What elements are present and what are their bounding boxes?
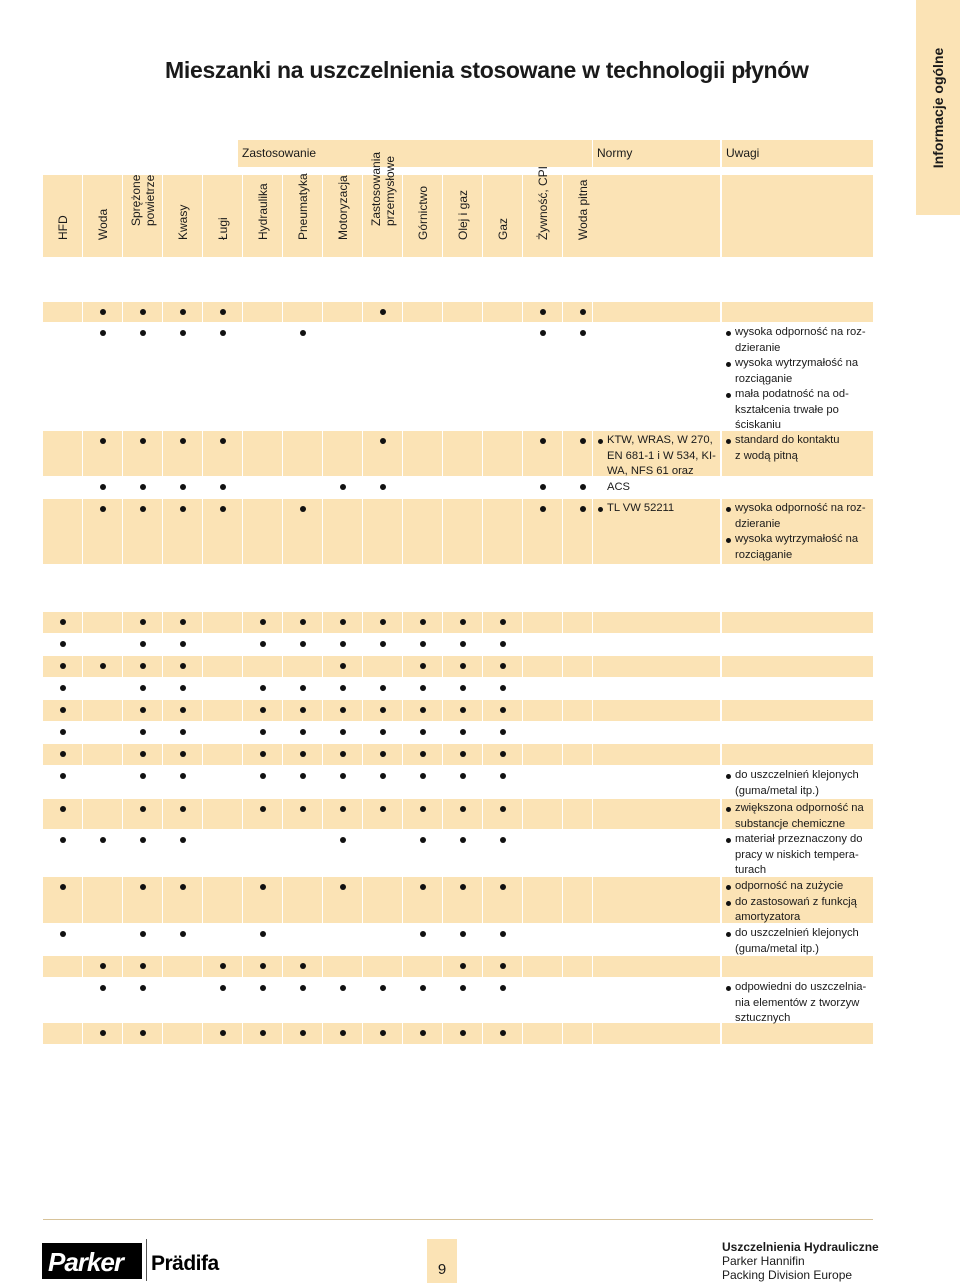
column-header bbox=[403, 175, 442, 257]
applicability-dot bbox=[540, 484, 546, 490]
applicability-dot bbox=[300, 751, 306, 757]
applicability-dot bbox=[100, 963, 106, 969]
column-header-blank bbox=[722, 175, 873, 257]
applicability-dot bbox=[180, 330, 186, 336]
applicability-dot bbox=[260, 1030, 266, 1036]
applicability-dot bbox=[540, 438, 546, 444]
applicability-dot bbox=[340, 1030, 346, 1036]
applicability-dot bbox=[500, 837, 506, 843]
remarks-cell bbox=[725, 501, 873, 563]
column-separator bbox=[82, 295, 83, 1055]
applicability-dot bbox=[500, 773, 506, 779]
applicability-dot bbox=[580, 438, 586, 444]
applicability-dot bbox=[420, 707, 426, 713]
applicability-dot bbox=[220, 506, 226, 512]
norm-cell bbox=[597, 501, 719, 517]
applicability-dot bbox=[300, 685, 306, 691]
applicability-dot bbox=[140, 330, 146, 336]
page-title: Mieszanki na uszczelnienia stosowane w technologii płynów bbox=[165, 57, 809, 83]
row-band bbox=[43, 302, 873, 322]
column-header-label: HFD bbox=[55, 215, 70, 240]
applicability-dot bbox=[380, 806, 386, 812]
applicability-dot bbox=[180, 884, 186, 890]
column-separator bbox=[402, 295, 403, 1055]
applicability-dot bbox=[180, 663, 186, 669]
applicability-dot bbox=[220, 438, 226, 444]
applicability-dot bbox=[500, 931, 506, 937]
applicability-dot bbox=[100, 330, 106, 336]
remarks-cell bbox=[725, 926, 873, 957]
column-header-label: Ługi bbox=[215, 217, 230, 240]
applicability-dot bbox=[500, 985, 506, 991]
header-zastosowanie-label: Zastosowanie bbox=[242, 146, 317, 160]
applicability-dot bbox=[340, 641, 346, 647]
applicability-dot bbox=[580, 330, 586, 336]
remark-item: zwiększona odporność na substancje chemiczne bbox=[725, 801, 873, 832]
remark-item: wysoka wytrzymałość na rozciąganie bbox=[725, 356, 873, 387]
applicability-dot bbox=[260, 985, 266, 991]
applicability-dot bbox=[140, 707, 146, 713]
applicability-dot bbox=[380, 641, 386, 647]
applicability-dot bbox=[220, 985, 226, 991]
applicability-dot bbox=[580, 309, 586, 315]
applicability-dot bbox=[460, 806, 466, 812]
applicability-dot bbox=[180, 685, 186, 691]
column-header-label: Woda pitna bbox=[575, 179, 590, 240]
applicability-dot bbox=[500, 963, 506, 969]
applicability-dot bbox=[140, 837, 146, 843]
remark-item: do uszczelnień klejonych (guma/metal itp.) bbox=[725, 926, 873, 957]
applicability-dot bbox=[260, 931, 266, 937]
footer-line-3: Packing Division Europe bbox=[722, 1268, 853, 1282]
applicability-dot bbox=[180, 309, 186, 315]
header-normy bbox=[593, 140, 720, 167]
norm-text: KTW, WRAS, W 270, EN 681-1 i W 534, KI- WA, NFS 61 oraz ACS bbox=[597, 433, 719, 495]
header-zastosowanie bbox=[238, 140, 592, 167]
applicability-dot bbox=[260, 884, 266, 890]
applicability-dot bbox=[460, 729, 466, 735]
applicability-dot bbox=[380, 438, 386, 444]
applicability-dot bbox=[100, 663, 106, 669]
applicability-dot bbox=[180, 438, 186, 444]
column-separator bbox=[282, 295, 283, 1055]
remarks-cell bbox=[725, 433, 873, 464]
applicability-dot bbox=[60, 773, 66, 779]
column-separator bbox=[322, 295, 323, 1055]
norm-text: TL VW 52211 bbox=[597, 501, 719, 517]
applicability-dot bbox=[420, 931, 426, 937]
applicability-dot bbox=[100, 484, 106, 490]
logo-divider bbox=[146, 1239, 147, 1281]
side-tab-label: Informacje ogólne bbox=[930, 47, 946, 168]
applicability-dot bbox=[460, 641, 466, 647]
applicability-dot bbox=[540, 330, 546, 336]
applicability-dot bbox=[380, 751, 386, 757]
applicability-dot bbox=[140, 641, 146, 647]
applicability-dot bbox=[460, 1030, 466, 1036]
applicability-dot bbox=[60, 884, 66, 890]
applicability-dot bbox=[180, 641, 186, 647]
applicability-dot bbox=[260, 685, 266, 691]
column-header bbox=[283, 175, 322, 257]
column-header bbox=[43, 175, 82, 257]
applicability-dot bbox=[260, 751, 266, 757]
applicability-dot bbox=[100, 309, 106, 315]
footer-info bbox=[722, 1240, 879, 1282]
applicability-dot bbox=[220, 963, 226, 969]
column-separator bbox=[522, 295, 523, 1055]
applicability-dot bbox=[260, 773, 266, 779]
column-header-label: Pneumatyka bbox=[295, 173, 310, 240]
applicability-dot bbox=[300, 641, 306, 647]
applicability-dot bbox=[580, 484, 586, 490]
applicability-dot bbox=[180, 707, 186, 713]
applicability-dot bbox=[260, 729, 266, 735]
applicability-dot bbox=[420, 884, 426, 890]
applicability-dot bbox=[220, 1030, 226, 1036]
applicability-dot bbox=[100, 985, 106, 991]
column-header bbox=[243, 175, 282, 257]
applicability-dot bbox=[180, 837, 186, 843]
column-header bbox=[123, 175, 162, 257]
remark-item: materiał przeznaczony do pracy w niskich tempera- turach bbox=[725, 832, 873, 879]
applicability-dot bbox=[460, 985, 466, 991]
row-band bbox=[43, 744, 873, 765]
page-number-box bbox=[427, 1239, 457, 1283]
remark-item: do uszczelnień klejonych (guma/metal itp.) bbox=[725, 768, 873, 799]
applicability-dot bbox=[460, 931, 466, 937]
remark-item: odporność na zużycie bbox=[725, 879, 873, 895]
applicability-dot bbox=[420, 751, 426, 757]
applicability-dot bbox=[340, 619, 346, 625]
applicability-dot bbox=[340, 985, 346, 991]
applicability-dot bbox=[60, 729, 66, 735]
column-header-label: Olej i gaz bbox=[455, 189, 470, 240]
applicability-dot bbox=[500, 619, 506, 625]
applicability-dot bbox=[100, 438, 106, 444]
applicability-dot bbox=[300, 773, 306, 779]
applicability-dot bbox=[460, 619, 466, 625]
applicability-dot bbox=[500, 884, 506, 890]
footer-line-1: Uszczelnienia Hydrauliczne bbox=[722, 1240, 879, 1254]
footer-rule bbox=[43, 1219, 873, 1220]
applicability-dot bbox=[260, 619, 266, 625]
applicability-dot bbox=[420, 663, 426, 669]
applicability-dot bbox=[260, 963, 266, 969]
applicability-dot bbox=[260, 641, 266, 647]
applicability-dot bbox=[420, 837, 426, 843]
applicability-dot bbox=[180, 506, 186, 512]
applicability-dot bbox=[380, 685, 386, 691]
applicability-dot bbox=[500, 685, 506, 691]
applicability-dot bbox=[180, 773, 186, 779]
applicability-dot bbox=[380, 707, 386, 713]
applicability-dot bbox=[380, 729, 386, 735]
applicability-dot bbox=[140, 506, 146, 512]
applicability-dot bbox=[500, 707, 506, 713]
applicability-dot bbox=[100, 1030, 106, 1036]
applicability-dot bbox=[380, 1030, 386, 1036]
applicability-dot bbox=[140, 751, 146, 757]
row-band bbox=[43, 700, 873, 721]
applicability-dot bbox=[300, 963, 306, 969]
applicability-dot bbox=[140, 685, 146, 691]
row-band bbox=[43, 656, 873, 677]
applicability-dot bbox=[340, 884, 346, 890]
applicability-dot bbox=[460, 685, 466, 691]
applicability-dot bbox=[140, 773, 146, 779]
applicability-dot bbox=[140, 663, 146, 669]
applicability-dot bbox=[540, 309, 546, 315]
applicability-dot bbox=[300, 330, 306, 336]
applicability-dot bbox=[340, 751, 346, 757]
column-separator bbox=[242, 295, 243, 1055]
applicability-dot bbox=[100, 506, 106, 512]
applicability-dot bbox=[140, 438, 146, 444]
applicability-dot bbox=[460, 963, 466, 969]
applicability-dot bbox=[220, 330, 226, 336]
remark-item: standard do kontaktu z wodą pitną bbox=[725, 433, 873, 464]
applicability-dot bbox=[420, 685, 426, 691]
remark-item: do zastosowań z funkcją amortyzatora bbox=[725, 895, 873, 926]
applicability-dot bbox=[460, 884, 466, 890]
applicability-dot bbox=[420, 985, 426, 991]
applicability-dot bbox=[380, 484, 386, 490]
applicability-dot bbox=[180, 729, 186, 735]
column-header-label: Górnictwo bbox=[415, 185, 430, 240]
applicability-dot bbox=[180, 751, 186, 757]
footer-line-2: Parker Hannifin bbox=[722, 1254, 805, 1268]
applicability-dot bbox=[460, 707, 466, 713]
column-separator bbox=[562, 295, 563, 1055]
applicability-dot bbox=[140, 806, 146, 812]
applicability-dot bbox=[140, 884, 146, 890]
applicability-dot bbox=[60, 806, 66, 812]
applicability-dot bbox=[260, 806, 266, 812]
applicability-dot bbox=[500, 751, 506, 757]
column-separator bbox=[592, 295, 593, 1055]
applicability-dot bbox=[60, 685, 66, 691]
applicability-dot bbox=[140, 963, 146, 969]
column-separator bbox=[202, 295, 203, 1055]
applicability-dot bbox=[60, 837, 66, 843]
applicability-dot bbox=[500, 806, 506, 812]
applicability-dot bbox=[340, 484, 346, 490]
applicability-dot bbox=[340, 685, 346, 691]
applicability-dot bbox=[420, 729, 426, 735]
applicability-dot bbox=[500, 1030, 506, 1036]
header-uwagi bbox=[722, 140, 873, 167]
pradifa-logo: Prädifa bbox=[151, 1252, 219, 1275]
applicability-dot bbox=[460, 663, 466, 669]
column-header bbox=[363, 151, 402, 257]
remarks-cell bbox=[725, 325, 873, 434]
remark-item: wysoka wytrzymałość na rozciąganie bbox=[725, 532, 873, 563]
column-separator bbox=[720, 295, 722, 1055]
applicability-dot bbox=[140, 931, 146, 937]
applicability-dot bbox=[140, 985, 146, 991]
remarks-cell bbox=[725, 980, 873, 1027]
applicability-dot bbox=[460, 773, 466, 779]
applicability-dot bbox=[140, 729, 146, 735]
column-header bbox=[83, 175, 122, 257]
applicability-dot bbox=[60, 641, 66, 647]
column-separator bbox=[482, 295, 483, 1055]
header-uwagi-label: Uwagi bbox=[726, 146, 760, 160]
column-header-blank bbox=[593, 175, 720, 257]
applicability-dot bbox=[140, 1030, 146, 1036]
applicability-dot bbox=[420, 641, 426, 647]
applicability-dot bbox=[340, 837, 346, 843]
applicability-dot bbox=[340, 806, 346, 812]
applicability-dot bbox=[380, 619, 386, 625]
column-separator bbox=[162, 295, 163, 1055]
applicability-dot bbox=[460, 837, 466, 843]
applicability-dot bbox=[580, 506, 586, 512]
column-separator bbox=[122, 295, 123, 1055]
column-header bbox=[443, 175, 482, 257]
remark-item: wysoka odporność na roz- dzieranie bbox=[725, 501, 873, 532]
applicability-dot bbox=[380, 773, 386, 779]
remarks-cell bbox=[725, 879, 873, 926]
applicability-dot bbox=[60, 619, 66, 625]
column-header-label: Sprężone powietrze bbox=[128, 174, 157, 226]
applicability-dot bbox=[300, 985, 306, 991]
applicability-dot bbox=[220, 484, 226, 490]
column-separator bbox=[362, 295, 363, 1055]
applicability-dot bbox=[500, 641, 506, 647]
applicability-dot bbox=[300, 1030, 306, 1036]
applicability-dot bbox=[60, 931, 66, 937]
column-header bbox=[163, 175, 202, 257]
remarks-cell bbox=[725, 768, 873, 799]
applicability-dot bbox=[300, 806, 306, 812]
applicability-dot bbox=[260, 707, 266, 713]
applicability-dot bbox=[140, 619, 146, 625]
applicability-dot bbox=[180, 619, 186, 625]
remark-item: wysoka odporność na roz- dzieranie bbox=[725, 325, 873, 356]
applicability-dot bbox=[380, 309, 386, 315]
applicability-dot bbox=[180, 931, 186, 937]
column-header bbox=[203, 175, 242, 257]
column-header-label: Gaz bbox=[495, 217, 510, 240]
row-band bbox=[43, 612, 873, 633]
applicability-dot bbox=[420, 619, 426, 625]
column-header bbox=[523, 165, 562, 257]
applicability-dot bbox=[540, 506, 546, 512]
remarks-cell bbox=[725, 801, 873, 832]
column-header-label: Motoryzacja bbox=[335, 175, 350, 240]
applicability-dot bbox=[340, 707, 346, 713]
applicability-dot bbox=[500, 729, 506, 735]
column-header-label: Żywność, CPI bbox=[535, 165, 550, 240]
applicability-dot bbox=[300, 729, 306, 735]
applicability-dot bbox=[460, 751, 466, 757]
applicability-dot bbox=[180, 484, 186, 490]
applicability-dot bbox=[500, 663, 506, 669]
parker-logo-text: Parker bbox=[48, 1247, 123, 1277]
applicability-dot bbox=[60, 707, 66, 713]
row-band bbox=[43, 956, 873, 977]
applicability-dot bbox=[300, 619, 306, 625]
applicability-dot bbox=[60, 751, 66, 757]
applicability-dot bbox=[340, 773, 346, 779]
remark-item: odpowiedni do uszczelnia- nia elementów z tworzyw sztucznych bbox=[725, 980, 873, 1027]
applicability-dot bbox=[340, 663, 346, 669]
applicability-dot bbox=[300, 707, 306, 713]
column-header bbox=[323, 175, 362, 257]
applicability-dot bbox=[420, 773, 426, 779]
applicability-dot bbox=[420, 806, 426, 812]
applicability-dot bbox=[420, 1030, 426, 1036]
remarks-cell bbox=[725, 832, 873, 879]
applicability-dot bbox=[300, 506, 306, 512]
side-tab[interactable] bbox=[916, 0, 960, 215]
header-normy-label: Normy bbox=[597, 146, 633, 160]
column-header-label: Zastosowania przemysłowe bbox=[368, 151, 397, 226]
column-header bbox=[483, 175, 522, 257]
norm-cell bbox=[597, 433, 719, 495]
applicability-dot bbox=[340, 729, 346, 735]
applicability-dot bbox=[140, 309, 146, 315]
column-header-label: Kwasy bbox=[175, 204, 190, 240]
remark-item: mała podatność na od- kształcenia trwałe po ściskaniu bbox=[725, 387, 873, 434]
applicability-dot bbox=[220, 309, 226, 315]
column-header-label: Hydraulika bbox=[255, 183, 270, 240]
applicability-dot bbox=[380, 985, 386, 991]
applicability-dot bbox=[100, 837, 106, 843]
column-header-label: Woda bbox=[95, 208, 110, 240]
column-separator bbox=[442, 295, 443, 1055]
applicability-dot bbox=[60, 663, 66, 669]
applicability-dot bbox=[140, 484, 146, 490]
applicability-dot bbox=[180, 806, 186, 812]
page-number: 9 bbox=[437, 1261, 447, 1278]
